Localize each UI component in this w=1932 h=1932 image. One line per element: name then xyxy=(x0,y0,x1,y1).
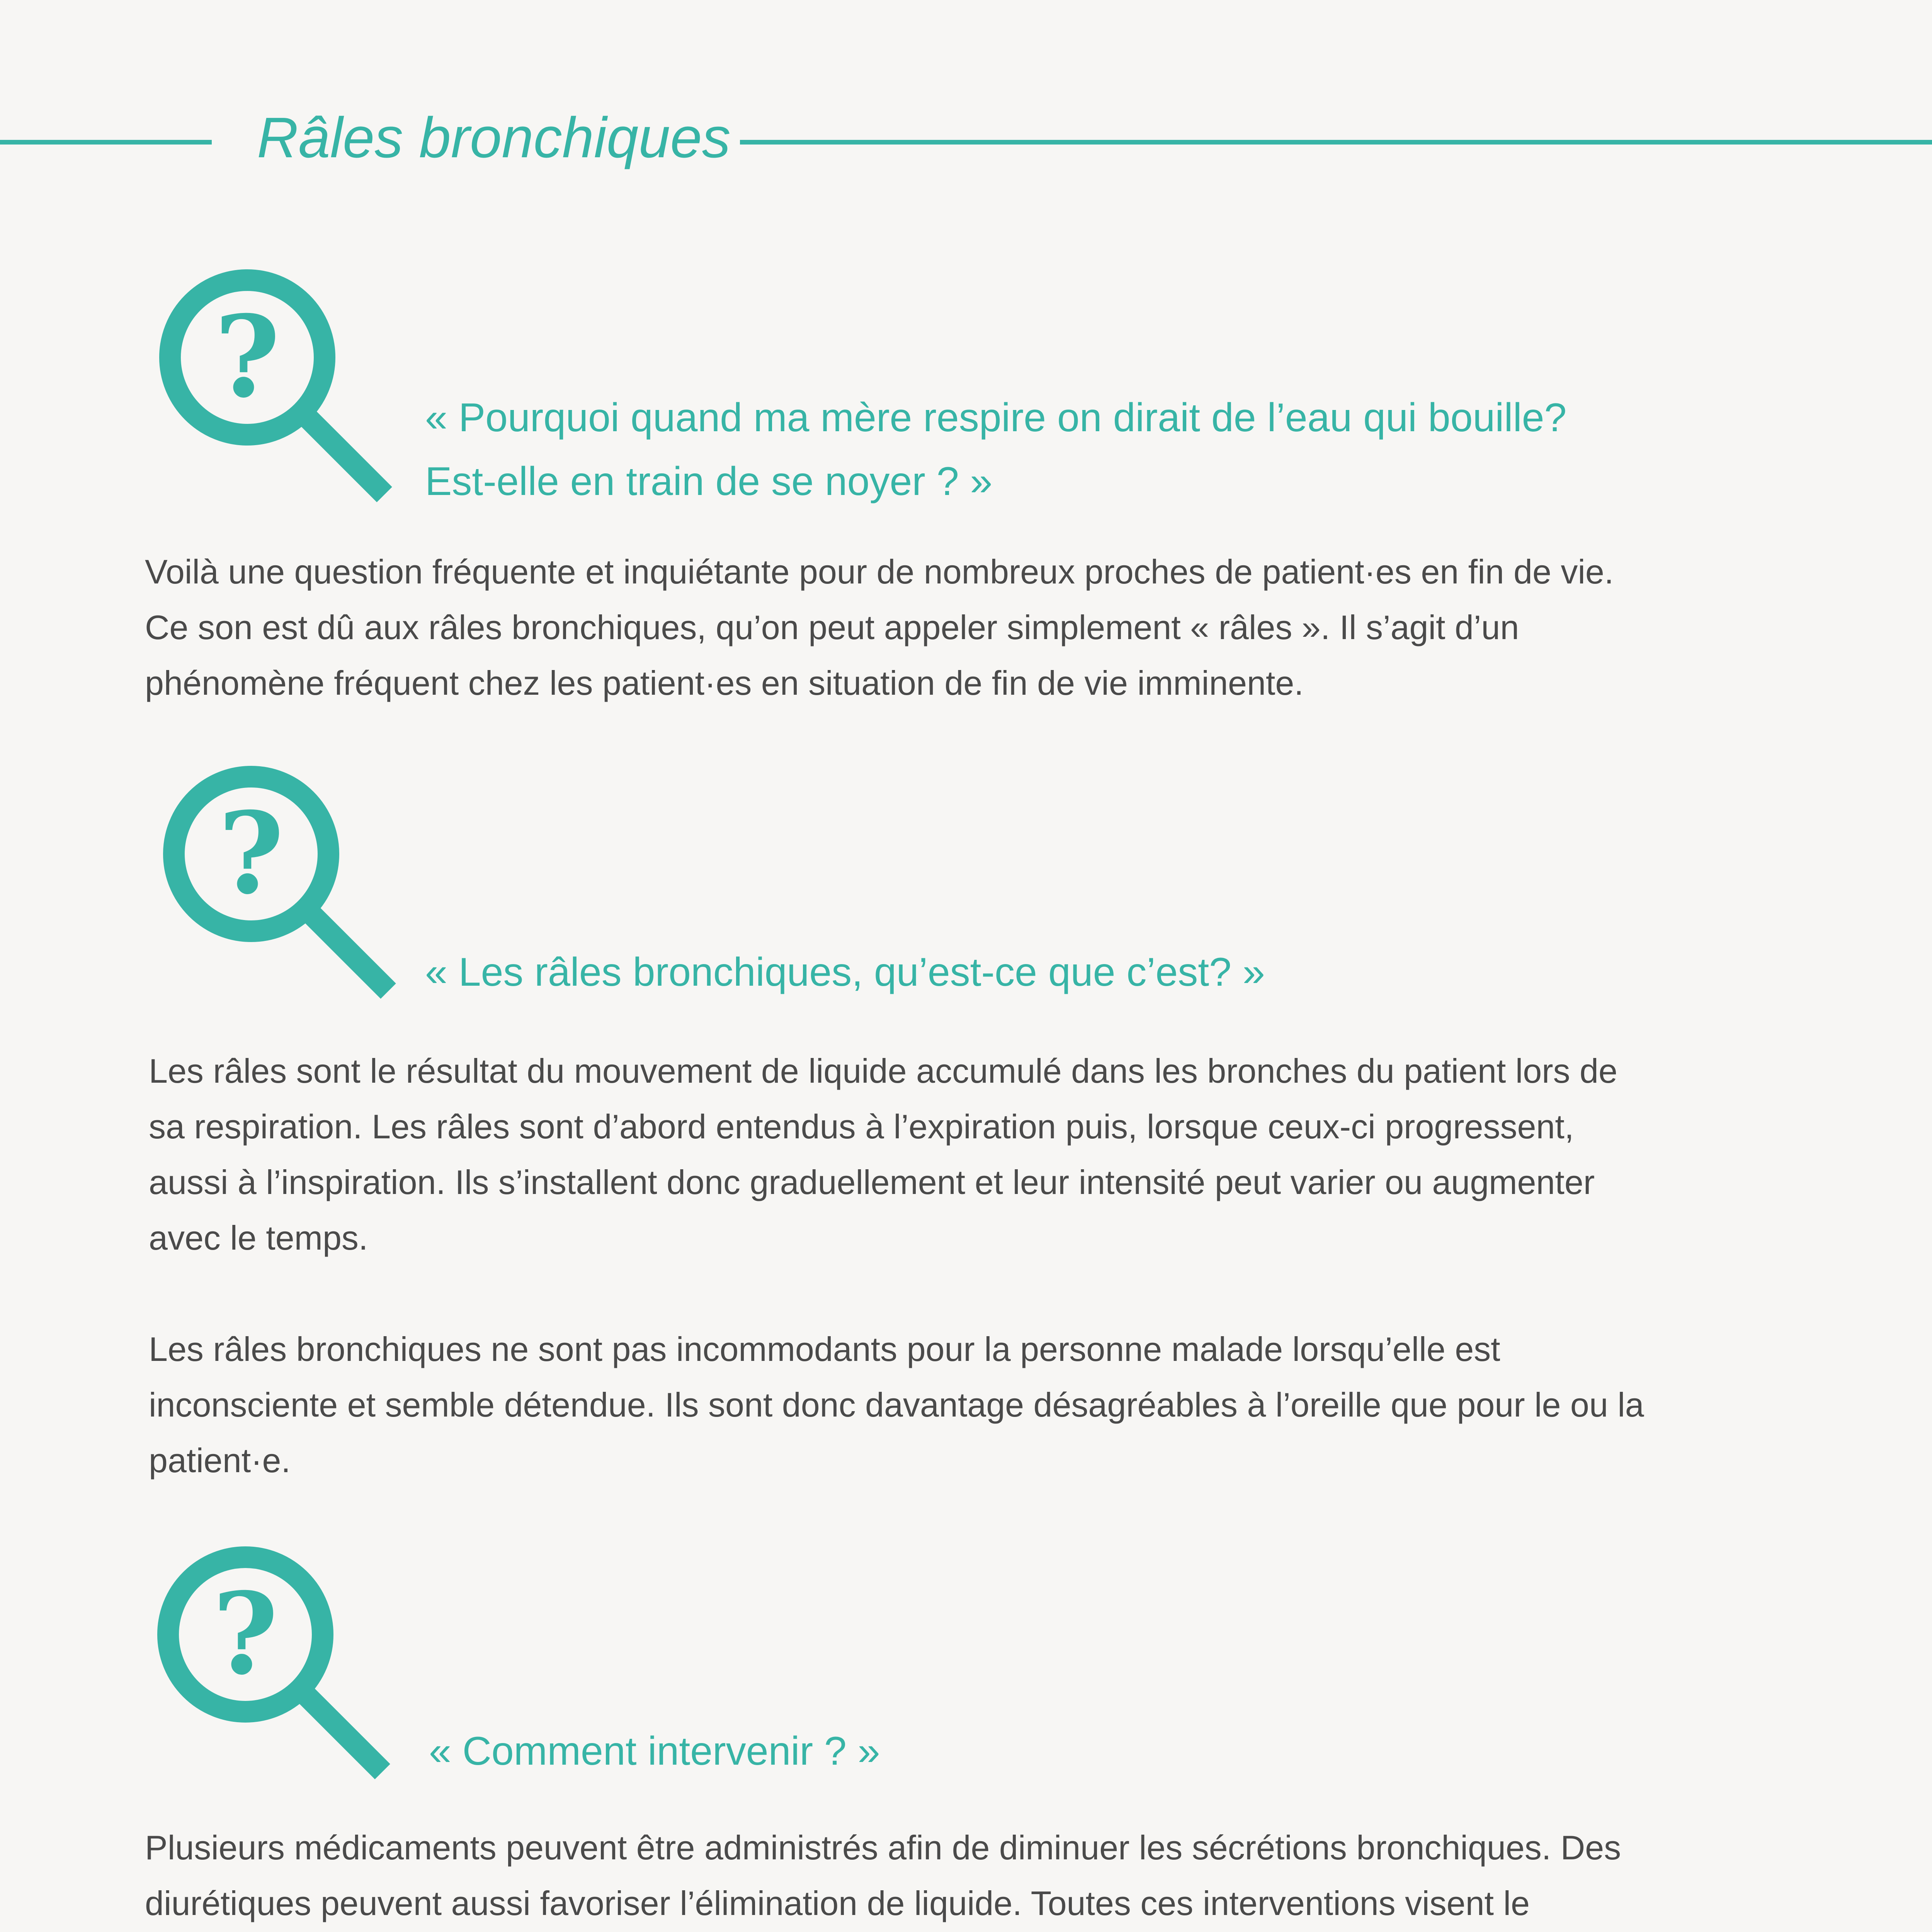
body-line: Voilà une question fréquente et inquiétante pour de nombreux proches de patient·es en fin de vie. xyxy=(145,553,1614,591)
title-rule-right xyxy=(740,140,1932,145)
body-line: Ce son est dû aux râles bronchiques, qu’on peut appeler simplement « râles ». Il s’agit d’un xyxy=(145,608,1519,646)
question-line: « Pourquoi quand ma mère respire on dirait de l’eau qui bouille? xyxy=(425,395,1567,440)
question-1 xyxy=(425,386,1566,514)
body-line: inconsciente et semble détendue. Ils sont donc davantage désagréables à l’oreille que pour le ou la xyxy=(149,1386,1644,1424)
question-2 xyxy=(425,940,1265,1004)
body-line: patient·e. xyxy=(149,1441,291,1480)
body-line: avec le temps. xyxy=(149,1219,368,1257)
magnifier-question-icon xyxy=(149,1540,396,1787)
question-line: Est-elle en train de se noyer ? » xyxy=(425,459,993,504)
body-line: diurétiques peuvent aussi favoriser l’élimination de liquide. Toutes ces interventions visent le xyxy=(145,1884,1530,1922)
body-line: Plusieurs médicaments peuvent être administrés afin de diminuer les sécrétions bronchiques. Des xyxy=(145,1828,1621,1867)
page-title: Râles bronchiques xyxy=(257,106,731,170)
svg-text:?: ? xyxy=(218,788,284,919)
body-line: sa respiration. Les râles sont d’abord entendus à l’expiration puis, lorsque ceux-ci progressent, xyxy=(149,1107,1574,1146)
question-3 xyxy=(429,1719,880,1783)
title-rule-left xyxy=(0,140,212,145)
answer-3 xyxy=(145,1820,1621,1932)
question-line: « Comment intervenir ? » xyxy=(429,1729,880,1774)
body-line: phénomène fréquent chez les patient·es en situation de fin de vie imminente. xyxy=(145,664,1304,702)
body-line xyxy=(149,1266,1644,1321)
question-line: « Les râles bronchiques, qu’est-ce que c’est? » xyxy=(425,950,1265,995)
magnifier-question-icon xyxy=(151,263,398,510)
body-line: Les râles bronchiques ne sont pas incommodants pour la personne malade lorsqu’elle est xyxy=(149,1330,1500,1368)
svg-text:?: ? xyxy=(214,291,280,423)
magnifier-question-icon xyxy=(155,759,402,1007)
svg-text:?: ? xyxy=(213,1568,278,1700)
answer-2 xyxy=(149,1043,1644,1488)
body-line: Les râles sont le résultat du mouvement de liquide accumulé dans les bronches du patient lors de xyxy=(149,1052,1617,1090)
answer-1 xyxy=(145,544,1614,711)
body-line: aussi à l’inspiration. Ils s’installent donc graduellement et leur intensité peut varier ou augmenter xyxy=(149,1163,1595,1201)
